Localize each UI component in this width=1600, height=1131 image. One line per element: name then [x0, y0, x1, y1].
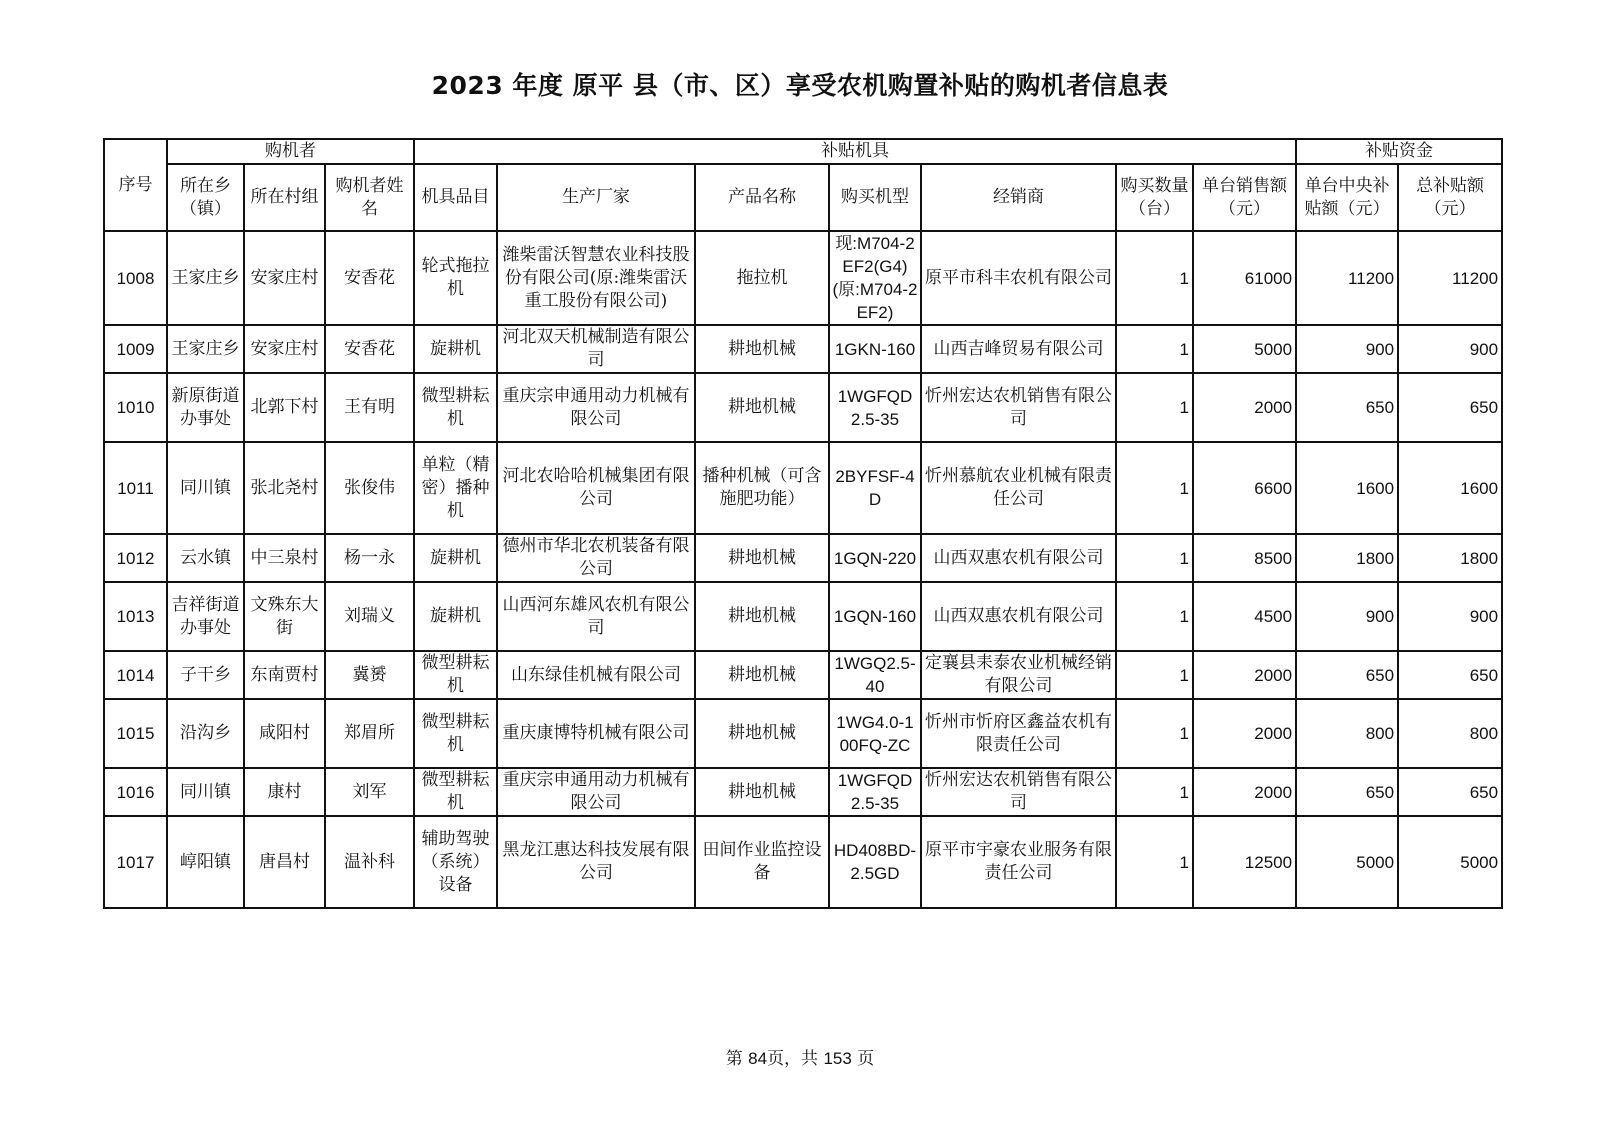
cell-unit-price: 12500 [1193, 816, 1296, 908]
cell-seq: 1011 [104, 442, 167, 534]
cell-central-subsidy: 650 [1296, 651, 1398, 699]
cell-qty: 1 [1116, 442, 1193, 534]
cell-village: 张北尧村 [244, 442, 325, 534]
footer-prefix: 第 [725, 1049, 743, 1069]
cell-dealer: 忻州市忻府区鑫益农机有限责任公司 [921, 699, 1116, 768]
cell-category: 旋耕机 [414, 582, 497, 651]
cell-dealer: 原平市宇豪农业服务有限责任公司 [921, 816, 1116, 908]
cell-dealer: 山西双惠农机有限公司 [921, 582, 1116, 651]
cell-product: 耕地机械 [695, 768, 829, 816]
cell-model: 1WGFQD2.5-35 [829, 373, 921, 442]
cell-seq: 1009 [104, 325, 167, 373]
cell-product: 播种机械（可含施肥功能） [695, 442, 829, 534]
table-row [104, 442, 1502, 534]
cell-central-subsidy: 900 [1296, 325, 1398, 373]
cell-product: 耕地机械 [695, 651, 829, 699]
cell-buyer: 安香花 [325, 325, 414, 373]
table-row [104, 651, 1502, 699]
header-town: 所在乡（镇） [167, 164, 244, 231]
cell-village: 安家庄村 [244, 325, 325, 373]
cell-product: 拖拉机 [695, 231, 829, 325]
cell-dealer: 山西吉峰贸易有限公司 [921, 325, 1116, 373]
cell-village: 唐昌村 [244, 816, 325, 908]
cell-town: 王家庄乡 [167, 325, 244, 373]
cell-central-subsidy: 800 [1296, 699, 1398, 768]
header-central-subsidy: 单台中央补贴额（元） [1296, 164, 1398, 231]
header-row-columns [104, 164, 1502, 231]
cell-manufacturer: 山东绿佳机械有限公司 [497, 651, 695, 699]
cell-seq: 1017 [104, 816, 167, 908]
table-row [104, 534, 1502, 582]
cell-dealer: 忻州慕航农业机械有限责任公司 [921, 442, 1116, 534]
table-row [104, 373, 1502, 442]
cell-model: 1WGFQD2.5-35 [829, 768, 921, 816]
header-manufacturer: 生产厂家 [497, 164, 695, 231]
cell-total-subsidy: 1600 [1398, 442, 1502, 534]
cell-buyer: 温补科 [325, 816, 414, 908]
header-group-buyer: 购机者 [167, 139, 414, 164]
cell-town: 云水镇 [167, 534, 244, 582]
cell-category: 辅助驾驶（系统）设备 [414, 816, 497, 908]
cell-category: 旋耕机 [414, 534, 497, 582]
cell-manufacturer: 德州市华北农机装备有限公司 [497, 534, 695, 582]
cell-dealer: 忻州宏达农机销售有限公司 [921, 373, 1116, 442]
cell-qty: 1 [1116, 582, 1193, 651]
cell-total-subsidy: 650 [1398, 651, 1502, 699]
footer-suffix: 页 [857, 1049, 875, 1069]
table-row [104, 582, 1502, 651]
cell-total-subsidy: 900 [1398, 582, 1502, 651]
cell-product: 耕地机械 [695, 534, 829, 582]
cell-model: 1GQN-220 [829, 534, 921, 582]
header-dealer: 经销商 [921, 164, 1116, 231]
cell-buyer: 张俊伟 [325, 442, 414, 534]
cell-town: 吉祥街道办事处 [167, 582, 244, 651]
cell-product: 田间作业监控设备 [695, 816, 829, 908]
cell-qty: 1 [1116, 325, 1193, 373]
header-group-funds: 补贴资金 [1296, 139, 1502, 164]
cell-total-subsidy: 900 [1398, 325, 1502, 373]
cell-category: 单粒（精密）播种机 [414, 442, 497, 534]
cell-unit-price: 5000 [1193, 325, 1296, 373]
cell-unit-price: 61000 [1193, 231, 1296, 325]
cell-qty: 1 [1116, 768, 1193, 816]
cell-qty: 1 [1116, 699, 1193, 768]
cell-seq: 1014 [104, 651, 167, 699]
cell-manufacturer: 重庆康博特机械有限公司 [497, 699, 695, 768]
cell-qty: 1 [1116, 231, 1193, 325]
cell-unit-price: 2000 [1193, 699, 1296, 768]
cell-manufacturer: 河北双天机械制造有限公司 [497, 325, 695, 373]
table-row [104, 231, 1502, 325]
cell-unit-price: 2000 [1193, 651, 1296, 699]
cell-total-subsidy: 1800 [1398, 534, 1502, 582]
cell-category: 旋耕机 [414, 325, 497, 373]
header-row-groups [104, 139, 1502, 164]
cell-model: HD408BD-2.5GD [829, 816, 921, 908]
cell-village: 安家庄村 [244, 231, 325, 325]
cell-total-subsidy: 5000 [1398, 816, 1502, 908]
cell-dealer: 忻州宏达农机销售有限公司 [921, 768, 1116, 816]
cell-product: 耕地机械 [695, 373, 829, 442]
cell-qty: 1 [1116, 534, 1193, 582]
cell-category: 微型耕耘机 [414, 651, 497, 699]
cell-central-subsidy: 5000 [1296, 816, 1398, 908]
header-total-subsidy: 总补贴额（元） [1398, 164, 1502, 231]
cell-dealer: 原平市科丰农机有限公司 [921, 231, 1116, 325]
cell-village: 文殊东大街 [244, 582, 325, 651]
cell-product: 耕地机械 [695, 582, 829, 651]
header-seq: 序号 [104, 139, 167, 231]
header-category: 机具品目 [414, 164, 497, 231]
cell-seq: 1016 [104, 768, 167, 816]
cell-town: 子干乡 [167, 651, 244, 699]
footer-page-number: 84 [748, 1049, 768, 1068]
cell-central-subsidy: 1800 [1296, 534, 1398, 582]
page-footer [0, 1044, 1600, 1069]
cell-manufacturer: 山西河东雄风农机有限公司 [497, 582, 695, 651]
cell-qty: 1 [1116, 651, 1193, 699]
cell-central-subsidy: 650 [1296, 373, 1398, 442]
cell-product: 耕地机械 [695, 699, 829, 768]
cell-unit-price: 2000 [1193, 768, 1296, 816]
cell-category: 微型耕耘机 [414, 699, 497, 768]
header-qty: 购买数量（台） [1116, 164, 1193, 231]
cell-model: 1GKN-160 [829, 325, 921, 373]
cell-central-subsidy: 1600 [1296, 442, 1398, 534]
cell-qty: 1 [1116, 373, 1193, 442]
cell-town: 同川镇 [167, 768, 244, 816]
cell-central-subsidy: 11200 [1296, 231, 1398, 325]
cell-total-subsidy: 650 [1398, 373, 1502, 442]
footer-total-pages: 153 [823, 1049, 852, 1068]
cell-town: 沿沟乡 [167, 699, 244, 768]
header-model: 购买机型 [829, 164, 921, 231]
cell-village: 北郭下村 [244, 373, 325, 442]
cell-village: 康村 [244, 768, 325, 816]
cell-seq: 1010 [104, 373, 167, 442]
cell-seq: 1012 [104, 534, 167, 582]
header-buyer-name: 购机者姓名 [325, 164, 414, 231]
cell-qty: 1 [1116, 816, 1193, 908]
cell-town: 同川镇 [167, 442, 244, 534]
cell-model: 现:M704-2EF2(G4)(原:M704-2EF2) [829, 231, 921, 325]
cell-seq: 1008 [104, 231, 167, 325]
cell-category: 轮式拖拉机 [414, 231, 497, 325]
cell-total-subsidy: 800 [1398, 699, 1502, 768]
cell-dealer: 定襄县耒泰农业机械经销有限公司 [921, 651, 1116, 699]
table-row [104, 699, 1502, 768]
cell-dealer: 山西双惠农机有限公司 [921, 534, 1116, 582]
table-row [104, 816, 1502, 908]
subsidy-table [103, 138, 1503, 909]
cell-total-subsidy: 11200 [1398, 231, 1502, 325]
cell-buyer: 郑眉所 [325, 699, 414, 768]
cell-buyer: 刘军 [325, 768, 414, 816]
cell-total-subsidy: 650 [1398, 768, 1502, 816]
cell-town: 新原街道办事处 [167, 373, 244, 442]
cell-manufacturer: 河北农哈哈机械集团有限公司 [497, 442, 695, 534]
cell-model: 1GQN-160 [829, 582, 921, 651]
cell-manufacturer: 潍柴雷沃智慧农业科技股份有限公司(原:潍柴雷沃重工股份有限公司) [497, 231, 695, 325]
cell-central-subsidy: 900 [1296, 582, 1398, 651]
cell-village: 东南贾村 [244, 651, 325, 699]
header-unit-price: 单台销售额（元） [1193, 164, 1296, 231]
footer-middle: 页，共 [767, 1049, 819, 1069]
cell-unit-price: 2000 [1193, 373, 1296, 442]
header-product: 产品名称 [695, 164, 829, 231]
cell-product: 耕地机械 [695, 325, 829, 373]
cell-unit-price: 6600 [1193, 442, 1296, 534]
table-row [104, 325, 1502, 373]
cell-buyer: 安香花 [325, 231, 414, 325]
cell-buyer: 冀赟 [325, 651, 414, 699]
cell-central-subsidy: 650 [1296, 768, 1398, 816]
cell-unit-price: 4500 [1193, 582, 1296, 651]
cell-manufacturer: 重庆宗申通用动力机械有限公司 [497, 373, 695, 442]
header-group-machine: 补贴机具 [414, 139, 1296, 164]
cell-village: 咸阳村 [244, 699, 325, 768]
cell-town: 王家庄乡 [167, 231, 244, 325]
cell-buyer: 刘瑞义 [325, 582, 414, 651]
cell-unit-price: 8500 [1193, 534, 1296, 582]
cell-category: 微型耕耘机 [414, 373, 497, 442]
header-village: 所在村组 [244, 164, 325, 231]
cell-seq: 1015 [104, 699, 167, 768]
table-row [104, 768, 1502, 816]
cell-model: 1WGQ2.5-40 [829, 651, 921, 699]
cell-seq: 1013 [104, 582, 167, 651]
cell-category: 微型耕耘机 [414, 768, 497, 816]
cell-town: 崞阳镇 [167, 816, 244, 908]
cell-buyer: 王有明 [325, 373, 414, 442]
cell-manufacturer: 黑龙江惠达科技发展有限公司 [497, 816, 695, 908]
cell-buyer: 杨一永 [325, 534, 414, 582]
cell-model: 1WG4.0-100FQ-ZC [829, 699, 921, 768]
page-title: 2023 年度 原平 县（市、区）享受农机购置补贴的购机者信息表 [431, 71, 1169, 100]
cell-model: 2BYFSF-4D [829, 442, 921, 534]
cell-village: 中三泉村 [244, 534, 325, 582]
cell-manufacturer: 重庆宗申通用动力机械有限公司 [497, 768, 695, 816]
